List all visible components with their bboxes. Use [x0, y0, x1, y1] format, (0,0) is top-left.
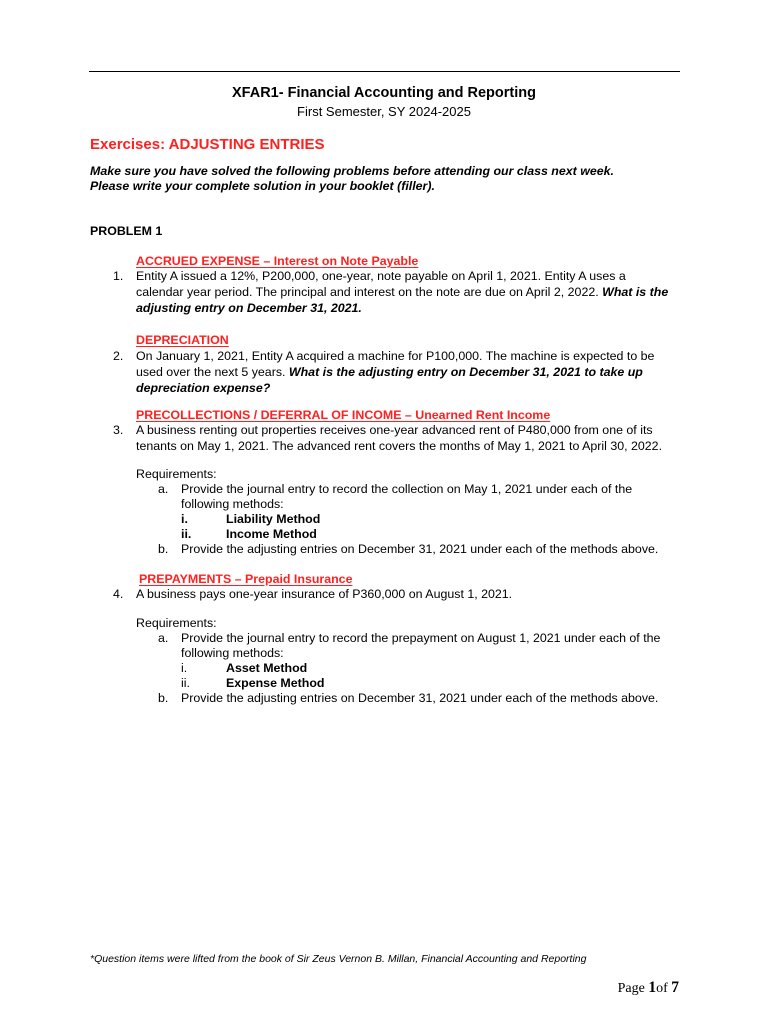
header-rule	[89, 71, 680, 72]
item-heading: ACCRUED EXPENSE – Interest on Note Payable	[136, 254, 419, 268]
requirements-label: Requirements:	[136, 467, 217, 481]
intro-line: Make sure you have solved the following problems before attending our class next week.	[90, 164, 614, 178]
requirements-label: Requirements:	[136, 616, 217, 630]
item-heading: DEPRECIATION	[136, 333, 229, 347]
method-list: i. Liability Method ii. Income Method	[181, 512, 321, 541]
footnote: *Question items were lifted from the book of Sir Zeus Vernon B. Millan, Financial Accounting and Reporting	[90, 953, 587, 965]
exercise-title: Exercises: ADJUSTING ENTRIES	[90, 136, 325, 153]
item-heading: PRECOLLECTIONS / DEFERRAL OF INCOME – Unearned Rent Income	[136, 408, 551, 422]
document-title: XFAR1- Financial Accounting and Reporting	[232, 85, 536, 101]
problem-label: PROBLEM 1	[90, 224, 163, 238]
item-heading: PREPAYMENTS – Prepaid Insurance	[139, 572, 353, 586]
method-list: i. Asset Method ii. Expense Method	[181, 661, 325, 690]
page-indicator: Page 1of 7	[617, 979, 679, 996]
document-subtitle: First Semester, SY 2024-2025	[297, 104, 471, 119]
intro-text	[90, 164, 614, 194]
intro-line: Please write your complete solution in your booklet (filler).	[90, 179, 435, 193]
